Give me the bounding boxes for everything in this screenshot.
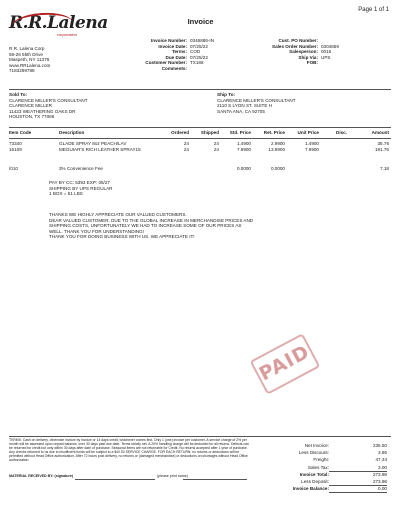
total-value: 3.00 bbox=[329, 465, 387, 472]
received-by-label: MATERIAL RECEIVED BY: (signature) bbox=[9, 474, 74, 478]
total-value: 3.86 bbox=[378, 450, 387, 456]
document-title: Invoice bbox=[187, 17, 214, 26]
cell-item: /010 bbox=[9, 166, 18, 171]
total-value: 0.00 bbox=[329, 486, 387, 493]
signature-line bbox=[75, 479, 155, 480]
payment-notes bbox=[49, 180, 112, 197]
col-disc: Disc. bbox=[336, 130, 347, 135]
company-web: www.RRLalena.com bbox=[9, 62, 51, 68]
total-label: Sales Tax: bbox=[307, 464, 329, 470]
cell-ret: 2.9900 bbox=[270, 141, 285, 146]
total-label: Freight: bbox=[313, 457, 329, 463]
paid-stamp: PAID bbox=[250, 333, 321, 395]
col-item-code: Item Code bbox=[9, 130, 32, 135]
cell-item: 73340 bbox=[9, 141, 22, 146]
cell-amount: 7.18 bbox=[380, 166, 389, 171]
company-name: R.R. Lalena Corp bbox=[9, 46, 45, 51]
meta-value: 07/25/22 bbox=[190, 43, 208, 49]
message-line: THANKS WE HIGHLY APPRECIATE OUR VALUED CUSTOMERS. bbox=[49, 212, 187, 217]
col-unit-price: Unit Price bbox=[297, 130, 319, 135]
cell-ordered: 24 bbox=[183, 141, 189, 146]
note-line: SHIPPING BY UPS REGULAR bbox=[49, 185, 113, 191]
note-line: 1 BOX = 51 LBS bbox=[49, 191, 83, 197]
message-line: THANK YOU FOR DOING BUSINESS WITH US. WE APPRECIATE IT! bbox=[49, 234, 195, 240]
total-value: 273.98 bbox=[329, 479, 387, 486]
sold-to-line: CLARENCE MILLER bbox=[9, 103, 52, 109]
divider bbox=[9, 138, 391, 139]
meta-label: Terms: bbox=[172, 49, 187, 55]
meta-value: 07/25/22 bbox=[190, 54, 208, 60]
cell-unit: 7.9900 bbox=[304, 147, 319, 152]
cell-item: 16109 bbox=[9, 147, 22, 152]
col-description: Description bbox=[59, 130, 85, 135]
message-line: WELL. THANK YOU FOR UNDERSTANDING! bbox=[49, 228, 144, 234]
col-shipped: Shipped bbox=[200, 130, 219, 135]
sold-to-block bbox=[9, 92, 88, 120]
total-label: Less Deposit: bbox=[301, 478, 329, 484]
print-name-label: (please print name) bbox=[157, 474, 188, 478]
sold-to-line: HOUSTON, TX 77066 bbox=[9, 114, 55, 120]
cell-ret: 13.9900 bbox=[268, 147, 285, 152]
sold-to-line: CLARENCE MILLER'S CONSULTANT bbox=[9, 97, 88, 103]
cell-shipped: 24 bbox=[213, 141, 219, 146]
meta-label: Customer Number: bbox=[145, 60, 187, 66]
totals-block bbox=[265, 443, 391, 493]
invoice-meta bbox=[120, 38, 214, 72]
cell-desc: MEGUIAR'S RICH LEATHER SPRAY15 bbox=[59, 147, 141, 152]
divider bbox=[9, 436, 391, 437]
cell-std: 1.4900 bbox=[236, 141, 251, 146]
page-number: Page 1 of 1 bbox=[358, 7, 389, 13]
table-row bbox=[9, 147, 391, 153]
meta-label: Ship Via: bbox=[298, 54, 318, 60]
col-amount: Amount bbox=[371, 130, 389, 135]
table-row bbox=[9, 166, 391, 172]
logo-text: R.R.Lalena bbox=[9, 13, 108, 33]
meta-value: 0016 bbox=[321, 49, 332, 55]
sold-to-label: Sold To: bbox=[9, 92, 28, 97]
total-value: 273.98 bbox=[372, 471, 387, 477]
order-meta bbox=[248, 38, 339, 66]
note-line: PAY BY CC: 5393 EXP: 05/27 bbox=[49, 180, 110, 185]
divider bbox=[9, 127, 391, 128]
logo-sub: corporation bbox=[56, 32, 77, 37]
customer-message bbox=[49, 212, 253, 240]
meta-label: Invoice Date: bbox=[158, 43, 187, 49]
total-label: Invoice Balance: bbox=[292, 486, 329, 492]
meta-label: Cust. PO Number: bbox=[278, 38, 318, 43]
col-ordered: Ordered bbox=[171, 130, 189, 135]
ship-to-line: SANTA ANA, CA 92705 bbox=[217, 108, 265, 114]
signature-area bbox=[9, 474, 249, 482]
total-value: 235.50 bbox=[372, 443, 387, 448]
meta-label: Invoice Number: bbox=[151, 38, 187, 43]
meta-value: 0304859 bbox=[321, 43, 339, 49]
col-ret-price: Ret. Price bbox=[263, 130, 285, 135]
ship-to-label: Ship To: bbox=[217, 92, 236, 97]
ship-to-line: 2110 S LYON ST. SUITE H bbox=[217, 103, 272, 109]
meta-value: UPS bbox=[321, 54, 331, 60]
total-label: Less Discount: bbox=[298, 450, 329, 456]
col-std-price: Std. Price bbox=[229, 130, 251, 135]
company-address bbox=[9, 46, 50, 74]
ship-to-block bbox=[217, 92, 296, 114]
cell-ret: 0.0000 bbox=[270, 166, 285, 171]
total-label: Net Invoice: bbox=[304, 443, 329, 448]
sold-to-line: 11423 WEATHERING OAKS DR bbox=[9, 108, 76, 114]
meta-value: TX188 bbox=[190, 60, 204, 66]
meta-label: Sales Order Number: bbox=[272, 43, 318, 49]
cell-amount: 191.76 bbox=[374, 147, 389, 152]
cell-unit: 1.4900 bbox=[304, 141, 319, 146]
table-header bbox=[9, 130, 391, 136]
meta-label: Salesperson: bbox=[289, 49, 318, 55]
meta-label: Comments: bbox=[161, 65, 187, 71]
meta-label: Due Date: bbox=[165, 54, 187, 60]
company-phone: 7183269788 bbox=[9, 68, 35, 74]
company-street: 59-26 55th Drive bbox=[9, 51, 43, 57]
terms-text: TERMS: Cash on delivery, otherwise invoice by invoice or 14 days credit, whichever comes first. Only 1 (one) invoice per customer. A service charge of 2% per month will be assessed upon unpaid balance, over 30 days past due date. Terms strictly net. A 20% handling charge will be deducted for all returns. Defects can be returned for credit but only within 30 days after date of purchase. Seasonal Items are not returnable for Credit. No returns accepted after 1 year of purchase. Any checks returned to us due to insufficient funds will be subject to a $40.00 SERVICE CHARGE. FOR EACH RETURN: no returns or deductions will be permitted without Head Office authorization. After 72 hours post delivery, no returns or (damaged merchandise) or deductions on shortages without Head Office authorization. bbox=[9, 438, 249, 463]
message-line: SHIPPING COSTS, UNFORTUNATELY WE HAD TO INCREASE SOME OF OUR PRICES AS bbox=[49, 223, 242, 229]
meta-value: COD bbox=[190, 49, 201, 55]
cell-amount: 35.76 bbox=[377, 141, 389, 146]
cell-std: 7.9900 bbox=[236, 147, 251, 152]
divider bbox=[9, 89, 391, 90]
cell-ordered: 24 bbox=[183, 147, 189, 152]
company-city: Maspeth, NY 11378 bbox=[9, 57, 50, 63]
message-line: DEAR VALUED CUSTOMER, DUE TO THE GLOBAL INCREASE IN MERCHANDISE PRICES AND bbox=[49, 217, 254, 223]
print-name-line bbox=[183, 479, 247, 480]
meta-label: FOB: bbox=[306, 60, 318, 66]
meta-value: 0346886-IN bbox=[190, 38, 215, 43]
cell-desc: GLADE SPRAY 8oz PEACH/LAV bbox=[59, 141, 127, 146]
total-label: Invoice Total: bbox=[299, 471, 329, 477]
cell-shipped: 24 bbox=[213, 147, 219, 152]
cell-desc: 3% Convenience Fee bbox=[59, 166, 103, 171]
ship-to-line: CLARENCE MILLER'S CONSULTANT bbox=[217, 97, 296, 103]
total-value: 47.34 bbox=[375, 457, 387, 463]
cell-std: 0.0000 bbox=[236, 166, 251, 171]
